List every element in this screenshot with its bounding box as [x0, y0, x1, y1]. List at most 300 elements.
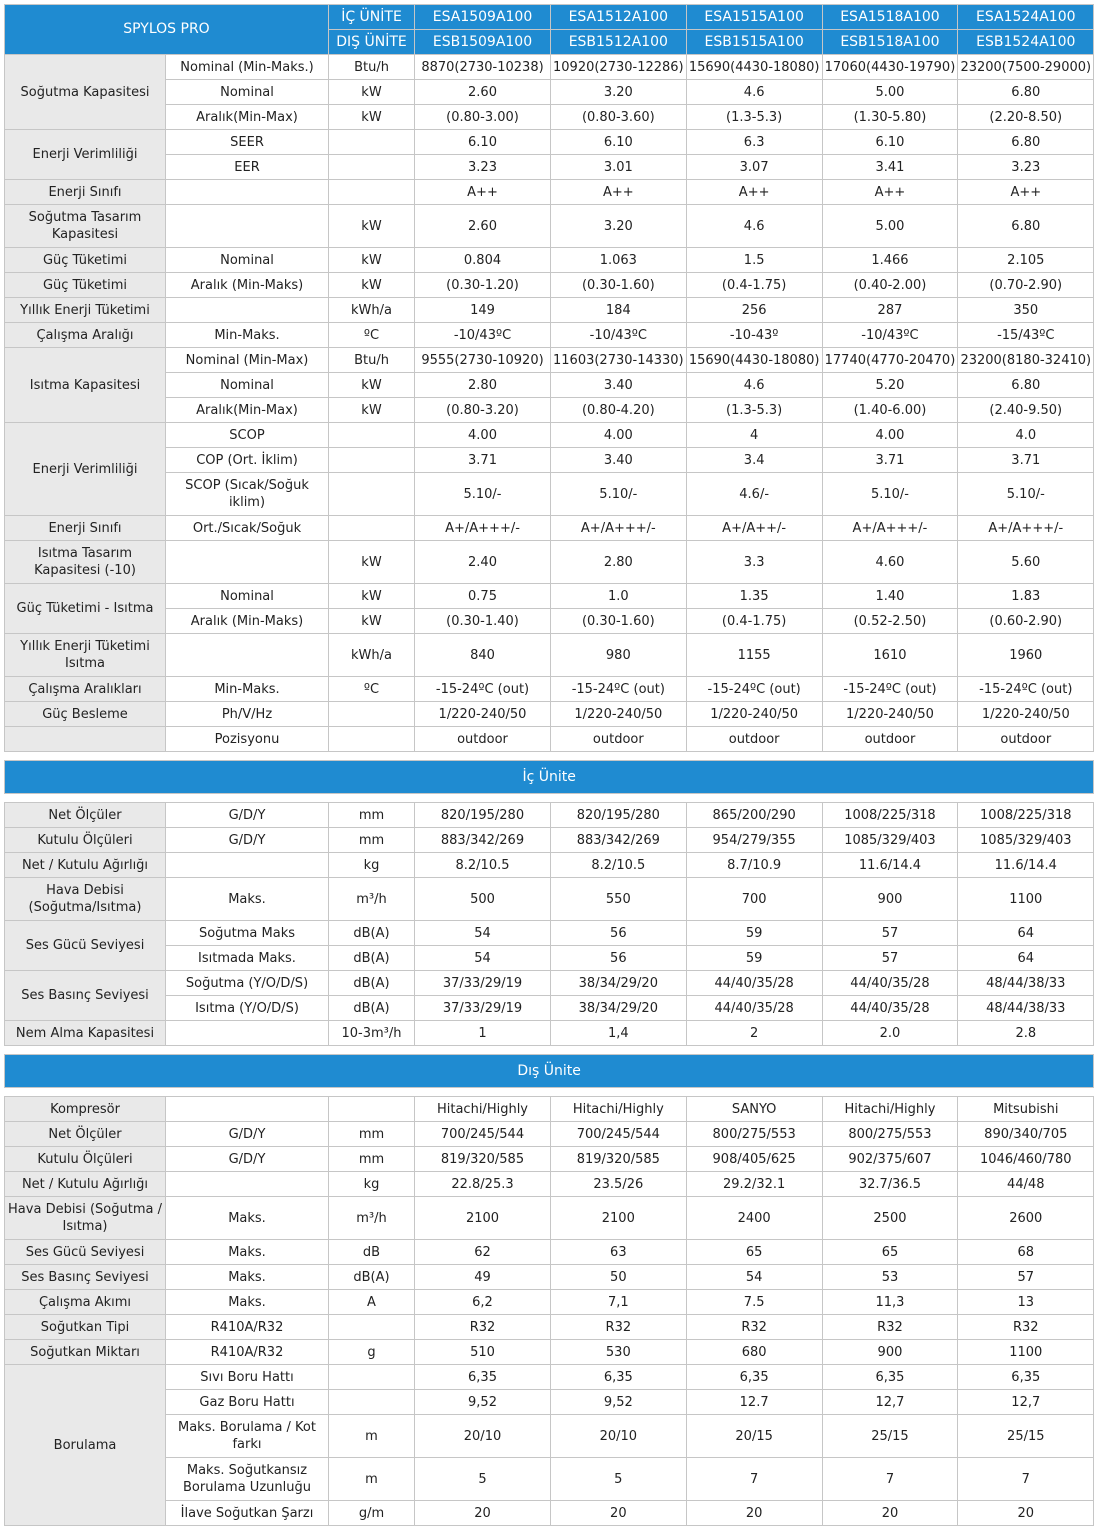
row-sublabel: SCOP — [166, 423, 329, 448]
row-unit: kW — [329, 273, 415, 298]
value-cell: 54 — [415, 946, 551, 971]
value-cell: 800/275/553 — [686, 1122, 822, 1147]
value-cell: 8870(2730-10238) — [415, 55, 551, 80]
value-cell: 680 — [686, 1340, 822, 1365]
value-cell: 6.3 — [686, 130, 822, 155]
value-cell: 20 — [415, 1501, 551, 1526]
value-cell: 20/10 — [551, 1415, 687, 1458]
spec-table — [4, 4, 1094, 1526]
value-cell: 56 — [551, 946, 687, 971]
value-cell: Hitachi/Highly — [415, 1097, 551, 1122]
row-sublabel — [166, 1172, 329, 1197]
value-cell: 12,7 — [958, 1390, 1094, 1415]
value-cell: 4.00 — [822, 423, 958, 448]
value-cell: 32.7/36.5 — [822, 1172, 958, 1197]
value-cell: -15-24ºC (out) — [551, 677, 687, 702]
row-unit: mm — [329, 803, 415, 828]
row-sublabel: İlave Soğutkan Şarzı — [166, 1501, 329, 1526]
row-sublabel: Maks. — [166, 1240, 329, 1265]
row-sublabel: Nominal — [166, 584, 329, 609]
row-label: Hava Debisi (Soğutma/Isıtma) — [5, 878, 166, 921]
value-cell: 2400 — [686, 1197, 822, 1240]
row-unit: m — [329, 1415, 415, 1458]
row-label: Soğutma Kapasitesi — [5, 55, 166, 130]
spec-row — [5, 205, 1094, 248]
row-unit: dB(A) — [329, 946, 415, 971]
row-unit — [329, 423, 415, 448]
value-cell: (0.30-1.60) — [551, 273, 687, 298]
indoor-model: ESA1518A100 — [822, 5, 958, 30]
row-sublabel: SEER — [166, 130, 329, 155]
row-label: Ses Basınç Seviyesi — [5, 1265, 166, 1290]
value-cell: 954/279/355 — [686, 828, 822, 853]
value-cell: 6,35 — [415, 1365, 551, 1390]
row-unit: kW — [329, 609, 415, 634]
value-cell: outdoor — [551, 727, 687, 752]
value-cell: 17060(4430-19790) — [822, 55, 958, 80]
value-cell: (0.4-1.75) — [686, 273, 822, 298]
value-cell: 5.10/- — [551, 473, 687, 516]
value-cell: A++ — [958, 180, 1094, 205]
value-cell: 7,1 — [551, 1290, 687, 1315]
value-cell: 65 — [686, 1240, 822, 1265]
outdoor-model: ESB1512A100 — [551, 30, 687, 55]
row-label: Enerji Sınıfı — [5, 516, 166, 541]
row-sublabel — [166, 1021, 329, 1046]
row-label: Net Ölçüler — [5, 1122, 166, 1147]
value-cell: -15-24ºC (out) — [415, 677, 551, 702]
spec-row — [5, 55, 1094, 80]
value-cell: R32 — [551, 1315, 687, 1340]
value-cell: 900 — [822, 1340, 958, 1365]
row-unit: kW — [329, 80, 415, 105]
value-cell: outdoor — [822, 727, 958, 752]
row-unit: m³/h — [329, 1197, 415, 1240]
value-cell: 3.20 — [551, 80, 687, 105]
value-cell: 820/195/280 — [551, 803, 687, 828]
value-cell: 865/200/290 — [686, 803, 822, 828]
row-unit: kW — [329, 398, 415, 423]
value-cell: 3.4 — [686, 448, 822, 473]
value-cell: A+/A+++/- — [415, 516, 551, 541]
value-cell: 800/275/553 — [822, 1122, 958, 1147]
value-cell: 1/220-240/50 — [822, 702, 958, 727]
value-cell: 5 — [551, 1458, 687, 1501]
row-label: Enerji Verimliliği — [5, 130, 166, 180]
value-cell: 22.8/25.3 — [415, 1172, 551, 1197]
value-cell: 23200(8180-32410) — [958, 348, 1094, 373]
row-unit — [329, 702, 415, 727]
row-label: Net Ölçüler — [5, 803, 166, 828]
value-cell: 6,35 — [551, 1365, 687, 1390]
value-cell: 2 — [686, 1021, 822, 1046]
value-cell: 4.00 — [415, 423, 551, 448]
value-cell: (0.40-2.00) — [822, 273, 958, 298]
value-cell: 37/33/29/19 — [415, 971, 551, 996]
section-gap — [5, 794, 1094, 803]
row-sublabel: G/D/Y — [166, 1147, 329, 1172]
value-cell: 57 — [822, 946, 958, 971]
value-cell: 44/40/35/28 — [822, 996, 958, 1021]
value-cell: 5.10/- — [415, 473, 551, 516]
section-row-indoor — [5, 761, 1094, 794]
spec-row — [5, 1390, 1094, 1415]
spec-row — [5, 727, 1094, 752]
value-cell: 6.80 — [958, 373, 1094, 398]
spec-row — [5, 1415, 1094, 1458]
row-sublabel: Isıtmada Maks. — [166, 946, 329, 971]
value-cell: 20 — [551, 1501, 687, 1526]
gap-cell — [5, 752, 1094, 761]
row-sublabel: Maks. Soğutkansız Borulama Uzunluğu — [166, 1458, 329, 1501]
row-sublabel: Pozisyonu — [166, 727, 329, 752]
row-sublabel: G/D/Y — [166, 1122, 329, 1147]
row-sublabel: R410A/R32 — [166, 1315, 329, 1340]
value-cell: 20/10 — [415, 1415, 551, 1458]
value-cell: A++ — [822, 180, 958, 205]
value-cell: 48/44/38/33 — [958, 971, 1094, 996]
row-unit: kg — [329, 853, 415, 878]
value-cell: 17740(4770-20470) — [822, 348, 958, 373]
value-cell: 890/340/705 — [958, 1122, 1094, 1147]
row-sublabel: R410A/R32 — [166, 1340, 329, 1365]
value-cell: Hitachi/Highly — [822, 1097, 958, 1122]
row-sublabel: Soğutma Maks — [166, 921, 329, 946]
value-cell: 20/15 — [686, 1415, 822, 1458]
value-cell: 1.40 — [822, 584, 958, 609]
value-cell: 500 — [415, 878, 551, 921]
value-cell: -10/43ºC — [415, 323, 551, 348]
row-unit: dB(A) — [329, 996, 415, 1021]
row-sublabel: SCOP (Sıcak/Soğuk iklim) — [166, 473, 329, 516]
value-cell: 2.40 — [415, 541, 551, 584]
row-sublabel: Maks. — [166, 878, 329, 921]
spec-row — [5, 1097, 1094, 1122]
row-sublabel: Min-Maks. — [166, 323, 329, 348]
value-cell: 57 — [822, 921, 958, 946]
value-cell: R32 — [415, 1315, 551, 1340]
row-unit: dB(A) — [329, 971, 415, 996]
value-cell: 1008/225/318 — [822, 803, 958, 828]
value-cell: 63 — [551, 1240, 687, 1265]
row-sublabel — [166, 853, 329, 878]
row-sublabel — [166, 298, 329, 323]
spec-row — [5, 853, 1094, 878]
spec-row — [5, 155, 1094, 180]
value-cell: 1085/329/403 — [958, 828, 1094, 853]
indoor-unit-label: İÇ ÜNİTE — [329, 5, 415, 30]
spec-row — [5, 1365, 1094, 1390]
value-cell: (0.60-2.90) — [958, 609, 1094, 634]
row-sublabel: Maks. Borulama / Kot farkı — [166, 1415, 329, 1458]
spec-row — [5, 946, 1094, 971]
value-cell: (0.30-1.60) — [551, 609, 687, 634]
row-sublabel: Nominal (Min-Maks.) — [166, 55, 329, 80]
value-cell: 550 — [551, 878, 687, 921]
value-cell: (0.80-3.00) — [415, 105, 551, 130]
value-cell: 5.00 — [822, 205, 958, 248]
row-unit: m — [329, 1458, 415, 1501]
gap-cell — [5, 1088, 1094, 1097]
value-cell: 6.10 — [551, 130, 687, 155]
value-cell: 38/34/29/20 — [551, 971, 687, 996]
value-cell: 510 — [415, 1340, 551, 1365]
section-gap — [5, 1088, 1094, 1097]
value-cell: -15-24ºC (out) — [686, 677, 822, 702]
value-cell: 2100 — [551, 1197, 687, 1240]
value-cell: 1.063 — [551, 248, 687, 273]
value-cell: 12,7 — [822, 1390, 958, 1415]
value-cell: 2500 — [822, 1197, 958, 1240]
value-cell: 883/342/269 — [551, 828, 687, 853]
value-cell: 29.2/32.1 — [686, 1172, 822, 1197]
value-cell: 20 — [822, 1501, 958, 1526]
row-sublabel — [166, 180, 329, 205]
value-cell: SANYO — [686, 1097, 822, 1122]
row-label: Kutulu Ölçüleri — [5, 828, 166, 853]
value-cell: 6,2 — [415, 1290, 551, 1315]
value-cell: (0.30-1.20) — [415, 273, 551, 298]
value-cell: 2.105 — [958, 248, 1094, 273]
spec-row — [5, 1021, 1094, 1046]
spec-row — [5, 516, 1094, 541]
row-unit: kW — [329, 248, 415, 273]
spec-row — [5, 609, 1094, 634]
row-label: Ses Gücü Seviyesi — [5, 921, 166, 971]
value-cell: 44/48 — [958, 1172, 1094, 1197]
value-cell: 1/220-240/50 — [958, 702, 1094, 727]
spec-row — [5, 996, 1094, 1021]
value-cell: outdoor — [415, 727, 551, 752]
value-cell: 64 — [958, 921, 1094, 946]
value-cell: 11603(2730-14330) — [551, 348, 687, 373]
value-cell: 50 — [551, 1265, 687, 1290]
value-cell: 4.6 — [686, 80, 822, 105]
row-unit: dB — [329, 1240, 415, 1265]
row-sublabel — [166, 541, 329, 584]
value-cell: 1610 — [822, 634, 958, 677]
value-cell: 3.23 — [958, 155, 1094, 180]
row-unit: mm — [329, 828, 415, 853]
section-title-indoor: İç Ünite — [5, 761, 1094, 794]
row-unit: kWh/a — [329, 634, 415, 677]
value-cell: 23200(7500-29000) — [958, 55, 1094, 80]
value-cell: 1046/460/780 — [958, 1147, 1094, 1172]
spec-row — [5, 1315, 1094, 1340]
row-unit — [329, 448, 415, 473]
value-cell: 1.0 — [551, 584, 687, 609]
value-cell: 1.83 — [958, 584, 1094, 609]
row-sublabel: G/D/Y — [166, 803, 329, 828]
value-cell: 1/220-240/50 — [415, 702, 551, 727]
value-cell: 1100 — [958, 1340, 1094, 1365]
value-cell: 819/320/585 — [551, 1147, 687, 1172]
value-cell: 3.01 — [551, 155, 687, 180]
value-cell: 12.7 — [686, 1390, 822, 1415]
row-sublabel: G/D/Y — [166, 828, 329, 853]
spec-row — [5, 541, 1094, 584]
row-label: Soğutkan Tipi — [5, 1315, 166, 1340]
value-cell: (1.3-5.3) — [686, 398, 822, 423]
value-cell: 6.80 — [958, 130, 1094, 155]
row-sublabel: Isıtma (Y/O/D/S) — [166, 996, 329, 1021]
row-unit — [329, 1315, 415, 1340]
row-label: Çalışma Akımı — [5, 1290, 166, 1315]
value-cell: 5.00 — [822, 80, 958, 105]
value-cell: R32 — [822, 1315, 958, 1340]
value-cell: 1.35 — [686, 584, 822, 609]
value-cell: 2.8 — [958, 1021, 1094, 1046]
value-cell: 6,35 — [686, 1365, 822, 1390]
row-unit: Btu/h — [329, 55, 415, 80]
row-unit: kW — [329, 205, 415, 248]
row-label: Soğutkan Miktarı — [5, 1340, 166, 1365]
row-sublabel: COP (Ort. İklim) — [166, 448, 329, 473]
row-sublabel: Aralık (Min-Maks) — [166, 609, 329, 634]
value-cell: 820/195/280 — [415, 803, 551, 828]
value-cell: 980 — [551, 634, 687, 677]
value-cell: R32 — [958, 1315, 1094, 1340]
value-cell: 57 — [958, 1265, 1094, 1290]
value-cell: 2.60 — [415, 205, 551, 248]
spec-row — [5, 1290, 1094, 1315]
row-unit: g/m — [329, 1501, 415, 1526]
value-cell: 530 — [551, 1340, 687, 1365]
value-cell: 0.75 — [415, 584, 551, 609]
spec-row — [5, 803, 1094, 828]
spec-row — [5, 105, 1094, 130]
row-sublabel: Maks. — [166, 1290, 329, 1315]
section-title-outdoor: Dış Ünite — [5, 1055, 1094, 1088]
value-cell: 2100 — [415, 1197, 551, 1240]
value-cell: 1/220-240/50 — [551, 702, 687, 727]
value-cell: 15690(4430-18080) — [686, 55, 822, 80]
row-sublabel: Aralık (Min-Maks) — [166, 273, 329, 298]
row-unit — [329, 155, 415, 180]
row-label: Ses Basınç Seviyesi — [5, 971, 166, 1021]
value-cell: 4.6 — [686, 373, 822, 398]
value-cell: 5.20 — [822, 373, 958, 398]
row-unit — [329, 1097, 415, 1122]
row-unit: Btu/h — [329, 348, 415, 373]
value-cell: 6,35 — [822, 1365, 958, 1390]
row-label: Yıllık Enerji Tüketimi — [5, 298, 166, 323]
value-cell: 3.71 — [958, 448, 1094, 473]
value-cell: 2.60 — [415, 80, 551, 105]
value-cell: (1.40-6.00) — [822, 398, 958, 423]
row-label: Enerji Sınıfı — [5, 180, 166, 205]
value-cell: 38/34/29/20 — [551, 996, 687, 1021]
value-cell: 59 — [686, 946, 822, 971]
row-sublabel: Gaz Boru Hattı — [166, 1390, 329, 1415]
value-cell: 6.80 — [958, 80, 1094, 105]
product-title: SPYLOS PRO — [5, 5, 329, 55]
row-unit — [329, 1390, 415, 1415]
value-cell: 3.40 — [551, 373, 687, 398]
value-cell: A+/A+++/- — [551, 516, 687, 541]
value-cell: 5.10/- — [822, 473, 958, 516]
spec-row — [5, 1458, 1094, 1501]
spec-row — [5, 1122, 1094, 1147]
value-cell: A++ — [551, 180, 687, 205]
value-cell: 902/375/607 — [822, 1147, 958, 1172]
row-label — [5, 727, 166, 752]
gap-cell — [5, 1046, 1094, 1055]
spec-row — [5, 634, 1094, 677]
spec-row — [5, 677, 1094, 702]
value-cell: 20 — [686, 1501, 822, 1526]
value-cell: 6.10 — [415, 130, 551, 155]
spec-row — [5, 180, 1094, 205]
value-cell: 13 — [958, 1290, 1094, 1315]
row-sublabel: Soğutma (Y/O/D/S) — [166, 971, 329, 996]
value-cell: 37/33/29/19 — [415, 996, 551, 1021]
value-cell: 3.71 — [822, 448, 958, 473]
value-cell: (0.30-1.40) — [415, 609, 551, 634]
value-cell: 9,52 — [415, 1390, 551, 1415]
value-cell: (2.20-8.50) — [958, 105, 1094, 130]
row-label: Net / Kutulu Ağırlığı — [5, 853, 166, 878]
value-cell: 1085/329/403 — [822, 828, 958, 853]
value-cell: 11.6/14.4 — [958, 853, 1094, 878]
value-cell: 900 — [822, 878, 958, 921]
value-cell: 6.10 — [822, 130, 958, 155]
spec-row — [5, 584, 1094, 609]
value-cell: 56 — [551, 921, 687, 946]
value-cell: 287 — [822, 298, 958, 323]
outdoor-model: ESB1518A100 — [822, 30, 958, 55]
value-cell: 3.41 — [822, 155, 958, 180]
row-label: Güç Tüketimi — [5, 273, 166, 298]
spec-row — [5, 248, 1094, 273]
row-label: Nem Alma Kapasitesi — [5, 1021, 166, 1046]
value-cell: 68 — [958, 1240, 1094, 1265]
value-cell: (1.3-5.3) — [686, 105, 822, 130]
value-cell: 1960 — [958, 634, 1094, 677]
row-label: Güç Tüketimi - Isıtma — [5, 584, 166, 634]
value-cell: 8.2/10.5 — [415, 853, 551, 878]
row-sublabel — [166, 634, 329, 677]
row-unit: kg — [329, 1172, 415, 1197]
value-cell: 256 — [686, 298, 822, 323]
spec-row — [5, 323, 1094, 348]
row-unit — [329, 130, 415, 155]
value-cell: 700/245/544 — [415, 1122, 551, 1147]
value-cell: 2.80 — [415, 373, 551, 398]
value-cell: 48/44/38/33 — [958, 996, 1094, 1021]
value-cell: (2.40-9.50) — [958, 398, 1094, 423]
row-unit — [329, 727, 415, 752]
row-label: Güç Besleme — [5, 702, 166, 727]
row-sublabel: Aralık(Min-Max) — [166, 398, 329, 423]
value-cell: 25/15 — [822, 1415, 958, 1458]
outdoor-unit-label: DIŞ ÜNİTE — [329, 30, 415, 55]
value-cell: 10920(2730-12286) — [551, 55, 687, 80]
row-sublabel: Nominal — [166, 80, 329, 105]
value-cell: -15-24ºC (out) — [958, 677, 1094, 702]
value-cell: 6,35 — [958, 1365, 1094, 1390]
value-cell: 25/15 — [958, 1415, 1094, 1458]
value-cell: 65 — [822, 1240, 958, 1265]
row-sublabel: Aralık(Min-Max) — [166, 105, 329, 130]
row-label: Net / Kutulu Ağırlığı — [5, 1172, 166, 1197]
value-cell: 1155 — [686, 634, 822, 677]
row-sublabel — [166, 1097, 329, 1122]
spec-row — [5, 448, 1094, 473]
value-cell: 1,4 — [551, 1021, 687, 1046]
row-sublabel: Ph/V/Hz — [166, 702, 329, 727]
value-cell: 64 — [958, 946, 1094, 971]
